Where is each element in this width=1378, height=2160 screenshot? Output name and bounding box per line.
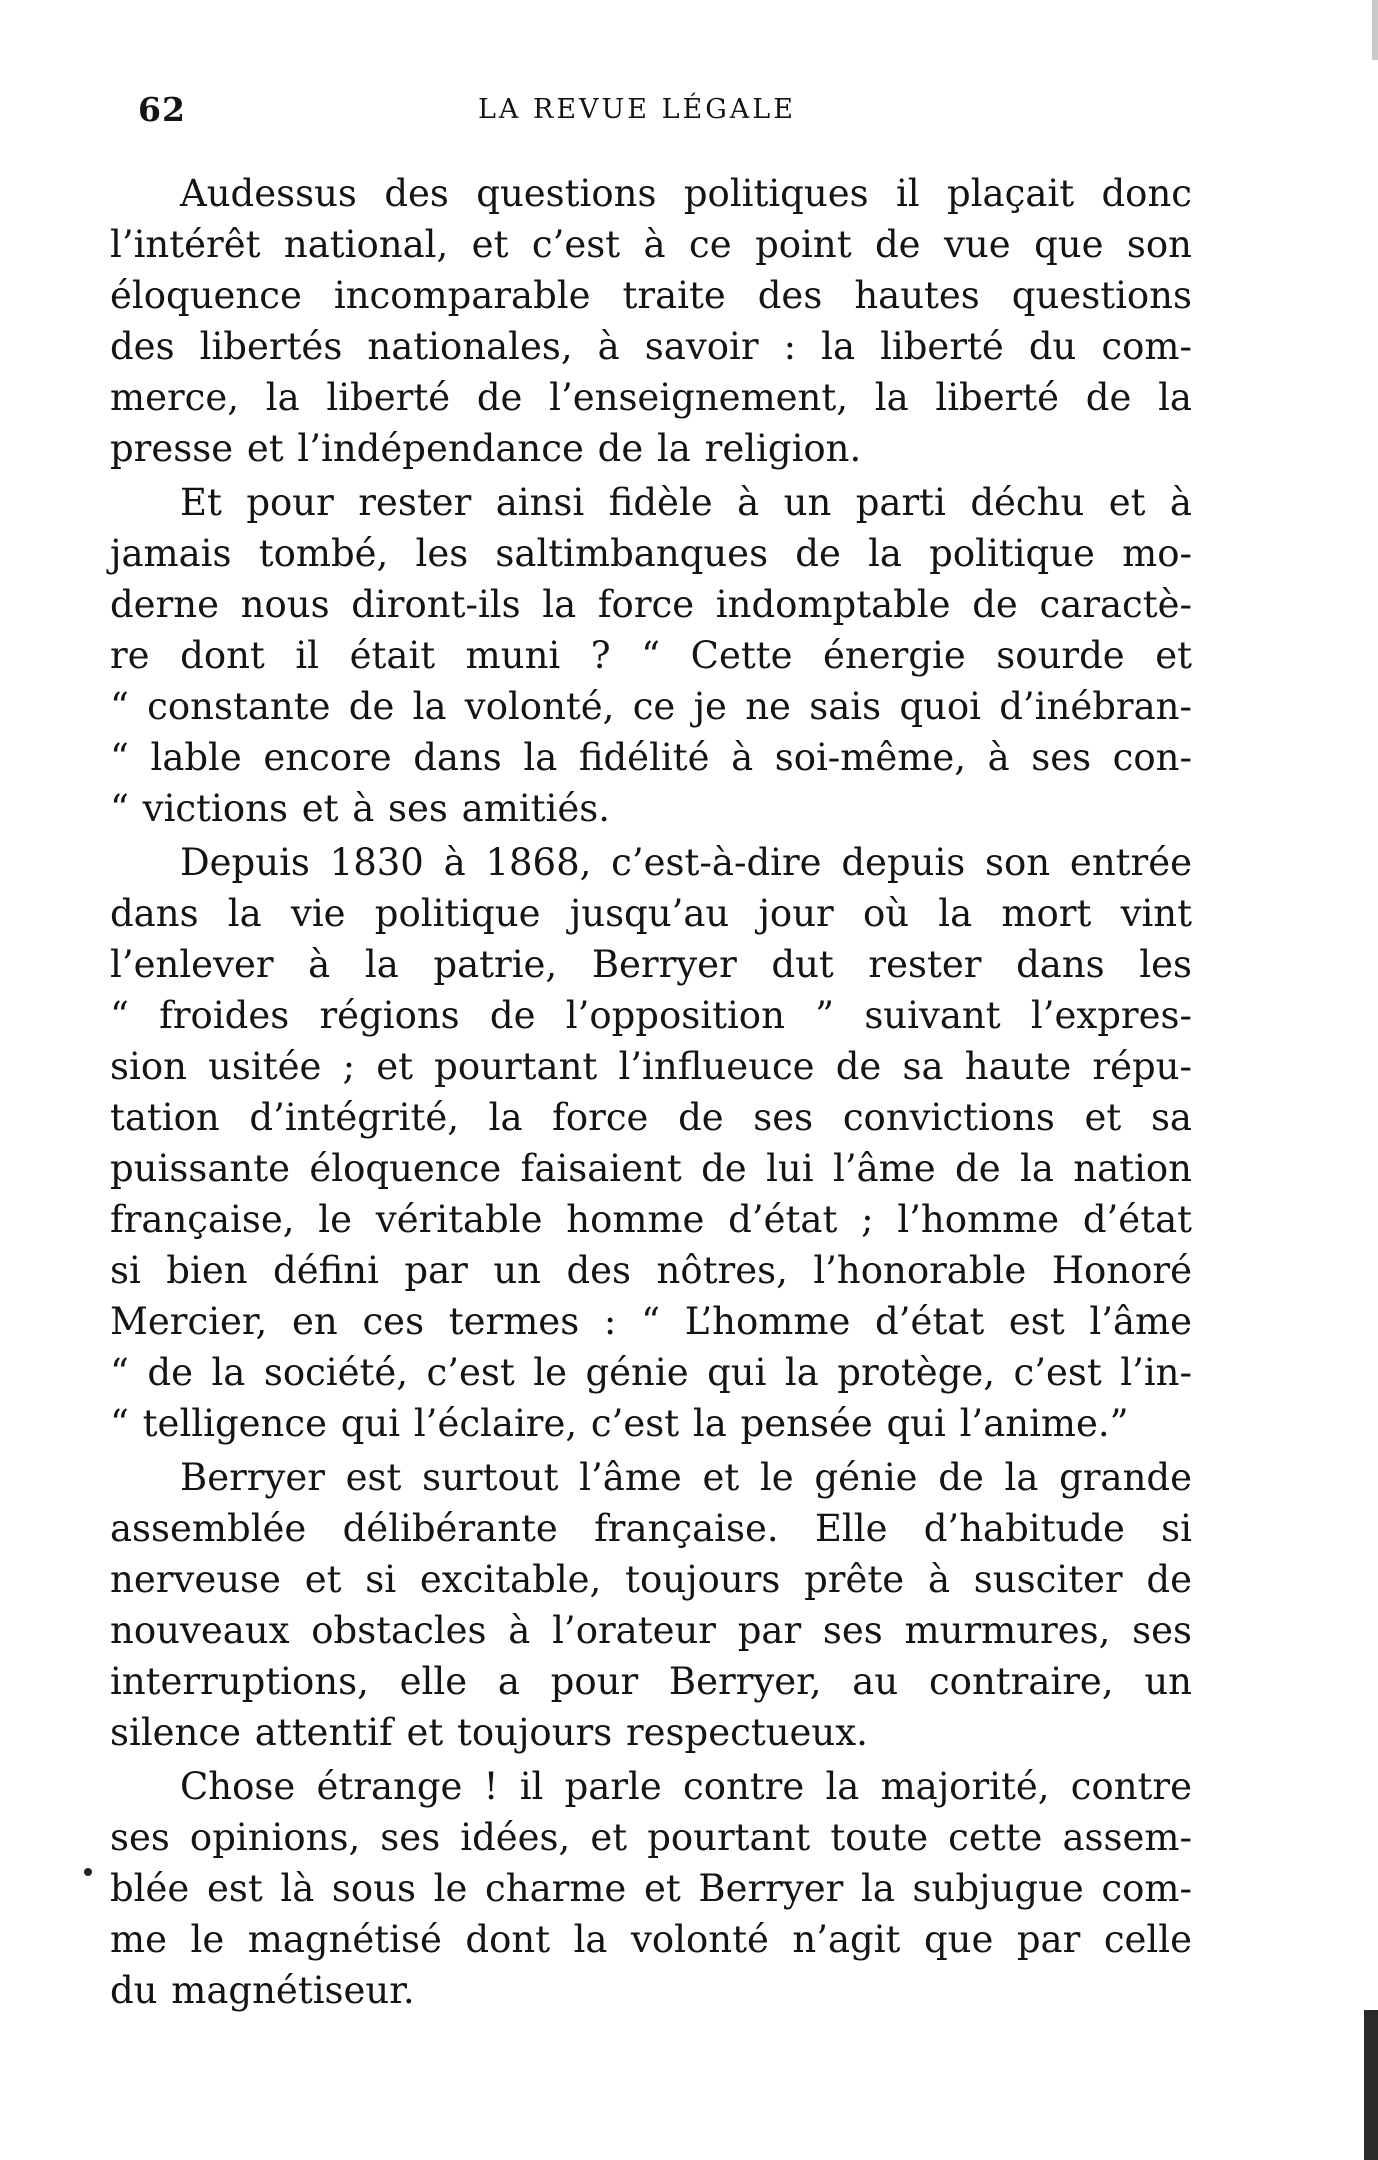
- text-line: ses opinions, ses idées, et pourtant toute cette assem-: [110, 1816, 1192, 1859]
- text-line: “ froides régions de l’opposition ” suivant l’expres-: [110, 994, 1192, 1037]
- text-line: interruptions, elle a pour Berryer, au contraire, un: [110, 1660, 1192, 1703]
- paragraph-1: [110, 168, 1192, 474]
- text-line: nouveaux obstacles à l’orateur par ses murmures, ses: [110, 1609, 1192, 1652]
- text-line: “ de la société, c’est le génie qui la protège, c’est l’in-: [110, 1351, 1192, 1394]
- text-line: jamais tombé, les saltimbanques de la politique mo-: [110, 532, 1192, 575]
- text-line: Depuis 1830 à 1868, c’est-à-dire depuis son entrée: [180, 841, 1192, 884]
- text-line: Audessus des questions politiques il plaçait donc: [180, 172, 1192, 215]
- text-line: sion usitée ; et pourtant l’influeuce de sa haute répu-: [110, 1045, 1192, 1088]
- text-line: si bien défini par un des nôtres, l’honorable Honoré: [110, 1249, 1192, 1292]
- text-line: Mercier, en ces termes : “ L’homme d’état est l’âme: [110, 1300, 1192, 1343]
- text-line: Chose étrange ! il parle contre la majorité, contre: [180, 1765, 1192, 1808]
- text-line: “ constante de la volonté, ce je ne sais quoi d’inébran-: [110, 685, 1192, 728]
- text-line: l’enlever à la patrie, Berryer dut rester dans les: [110, 943, 1192, 986]
- text-line: me le magnétisé dont la volonté n’agit que par celle: [110, 1918, 1192, 1961]
- paragraph-2: [110, 477, 1192, 834]
- text-line: silence attentif et toujours respectueux.: [110, 1711, 868, 1754]
- text-line: Et pour rester ainsi fidèle à un parti déchu et à: [180, 481, 1192, 524]
- text-line: dans la vie politique jusqu’au jour où la mort vint: [110, 892, 1192, 935]
- text-line: Berryer est surtout l’âme et le génie de la grande: [180, 1456, 1192, 1499]
- text-line: derne nous diront-ils la force indomptable de caractè-: [110, 583, 1192, 626]
- text-line: “ victions et à ses amitiés.: [110, 787, 610, 830]
- text-line: “ lable encore dans la fidélité à soi-même, à ses con-: [110, 736, 1192, 779]
- text-line: éloquence incomparable traite des hautes questions: [110, 274, 1192, 317]
- paragraph-5: [110, 1761, 1192, 2016]
- text-line: merce, la liberté de l’enseignement, la liberté de la: [110, 376, 1192, 419]
- scan-edge-shadow: [1372, 0, 1378, 60]
- text-line: du magnétiseur.: [110, 1969, 415, 2012]
- text-line: puissante éloquence faisaient de lui l’âme de la nation: [110, 1147, 1192, 1190]
- paragraph-3: [110, 837, 1192, 1449]
- page-header: [138, 90, 1198, 130]
- page-number: 62: [138, 90, 186, 129]
- text-line: “ telligence qui l’éclaire, c’est la pensée qui l’anime.”: [110, 1402, 1129, 1445]
- body-text: [110, 168, 1192, 2016]
- text-line: française, le véritable homme d’état ; l’homme d’état: [110, 1198, 1192, 1241]
- text-line: presse et l’indépendance de la religion.: [110, 427, 862, 470]
- text-line: l’intérêt national, et c’est à ce point de vue que son: [110, 223, 1192, 266]
- scan-edge-shadow: [1364, 2010, 1378, 2160]
- text-line: des libertés nationales, à savoir : la liberté du com-: [110, 325, 1192, 368]
- text-line: re dont il était muni ? “ Cette énergie sourde et: [110, 634, 1192, 677]
- margin-ink-dot: [84, 1868, 92, 1876]
- text-line: assemblée délibérante française. Elle d’habitude si: [110, 1507, 1192, 1550]
- text-line: nerveuse et si excitable, toujours prête à susciter de: [110, 1558, 1192, 1601]
- text-line: blée est là sous le charme et Berryer la subjugue com-: [110, 1867, 1192, 1910]
- text-line: tation d’intégrité, la force de ses convictions et sa: [110, 1096, 1192, 1139]
- running-title: LA REVUE LÉGALE: [478, 94, 796, 125]
- paragraph-4: [110, 1452, 1192, 1758]
